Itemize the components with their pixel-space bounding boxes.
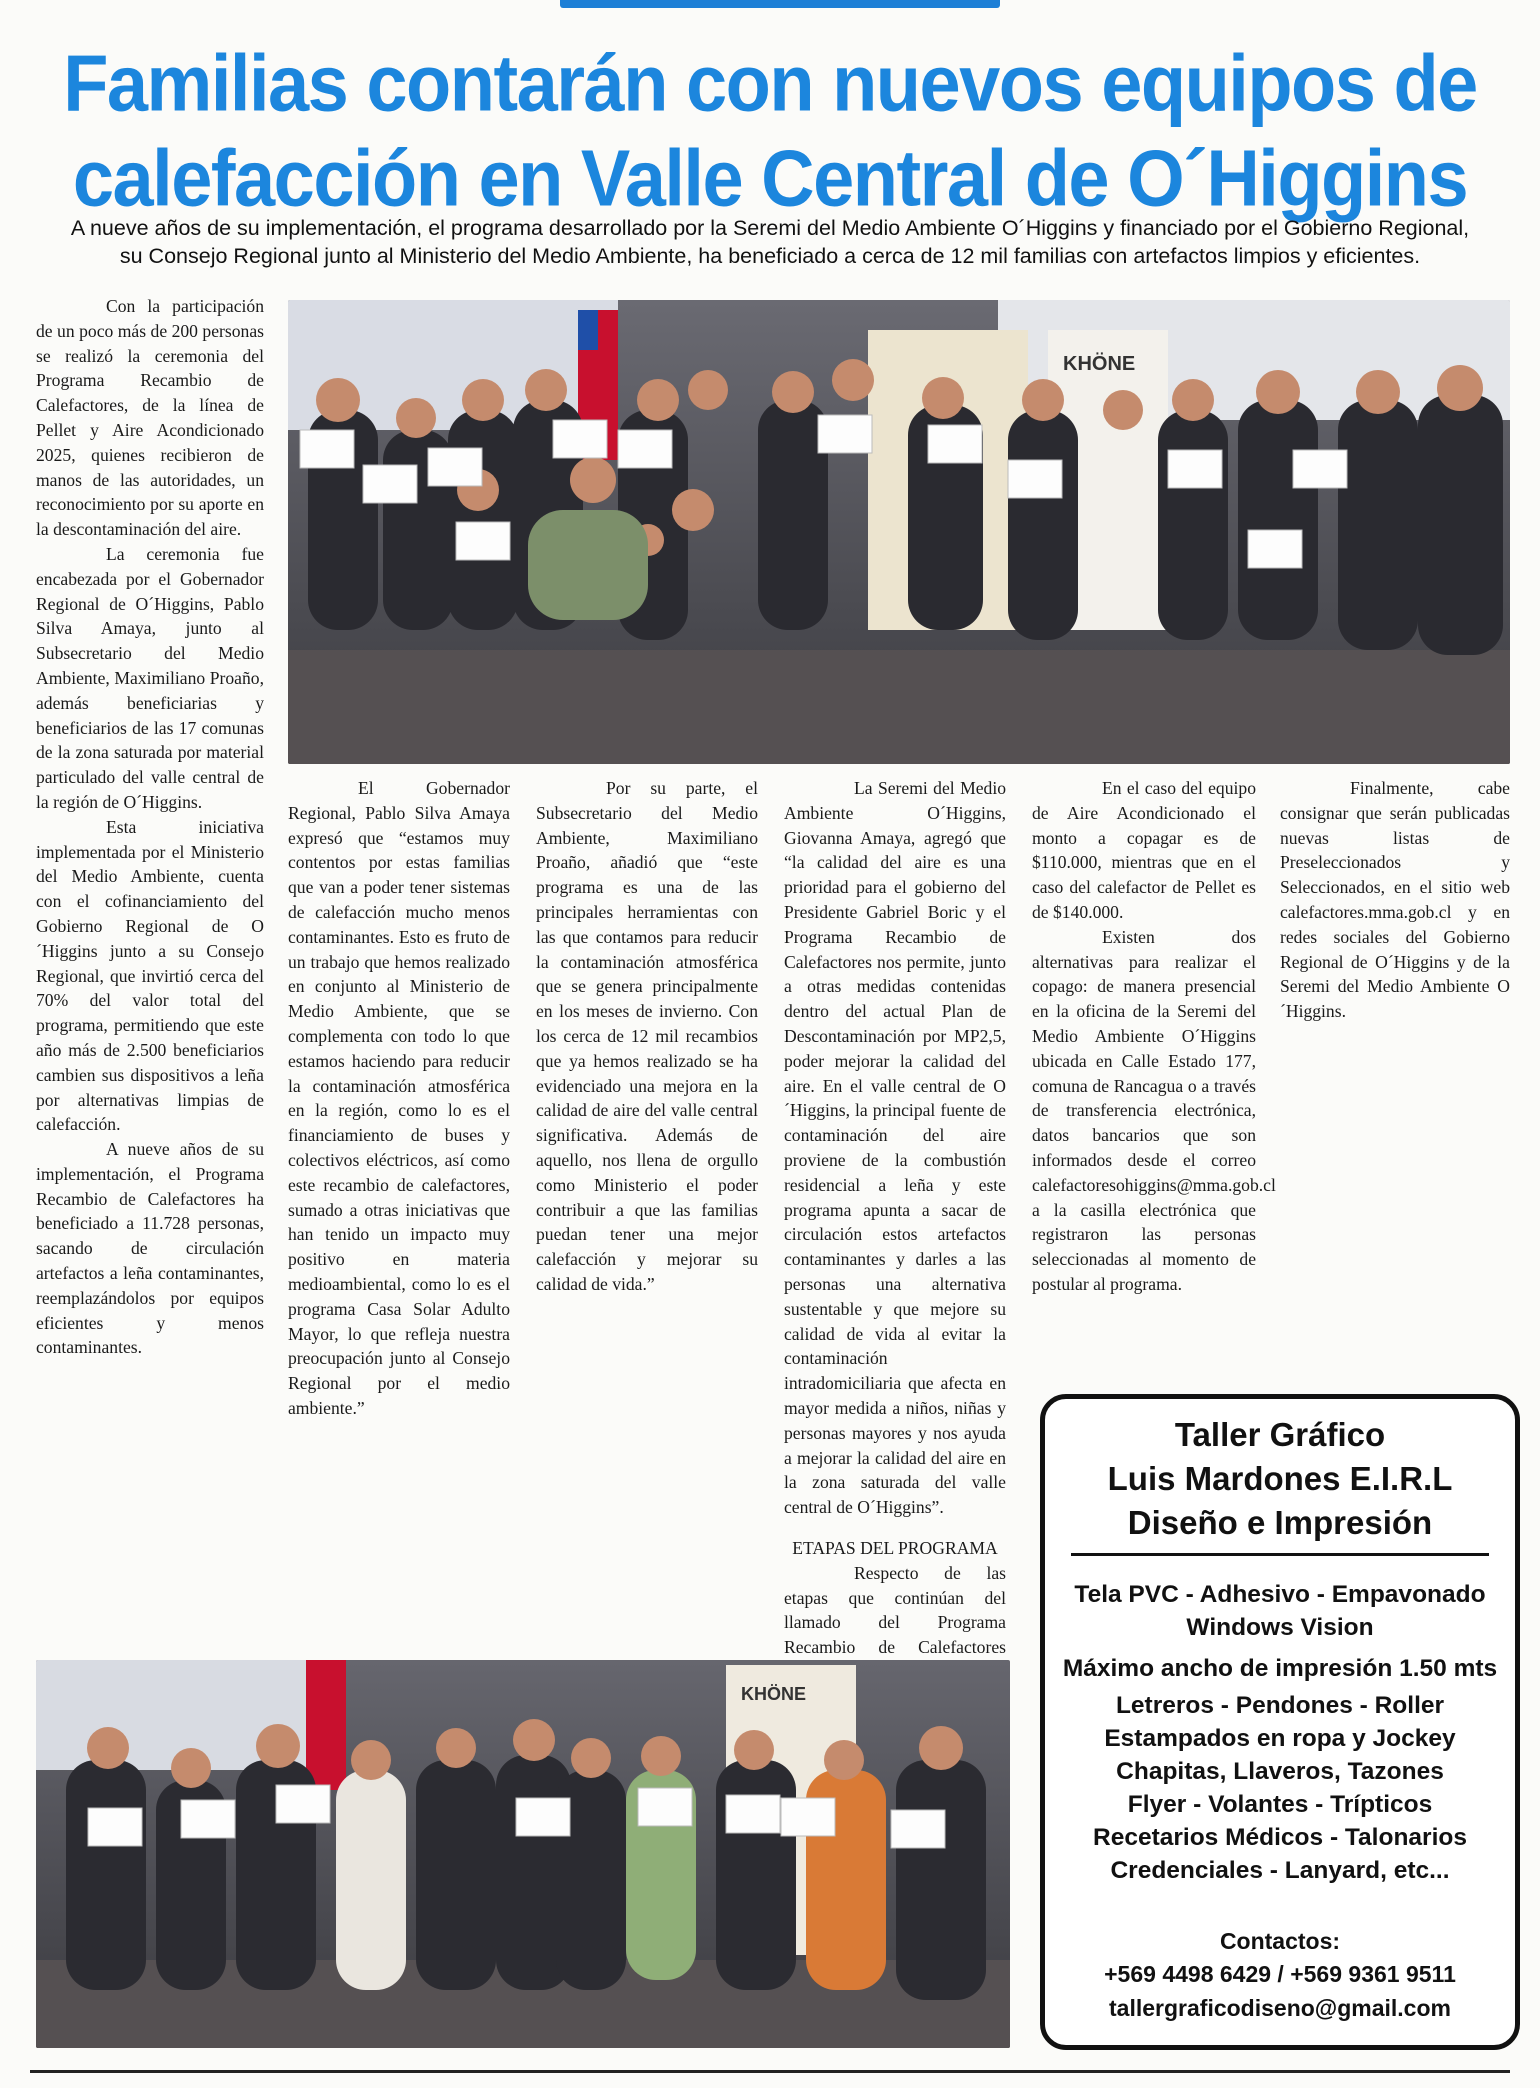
khone-banner-text-bottom: KHÖNE: [741, 1684, 807, 1704]
ad-service-line: Chapitas, Llaveros, Tazones: [1116, 1758, 1444, 1785]
article-column-2: [288, 776, 510, 1421]
paragraph-ceremony: La ceremonia fue encabezada por el Gobernador Regional de O´Higgins, Pablo Silva Amaya, junto al Subsecretario del Medio Ambiente, Maximiliano Proaño, además beneficiarias y beneficiarios de las 17 comunas de la zona saturada por material particulado del valle central de la región de O´Higgins.: [36, 543, 264, 812]
subhead-line-2: su Consejo Regional junto al Ministerio del Medio Ambiente, ha beneficiado a cerca de 12 mil familias con artefactos limpios y eficientes.: [119, 244, 1421, 268]
article-column-5: [1032, 776, 1276, 1297]
article-column-3: [536, 776, 758, 1297]
article-subhead: [60, 214, 1480, 270]
article-column-6: [1280, 776, 1510, 1024]
ad-service-line: Credenciales - Lanyard, etc...: [1110, 1857, 1450, 1884]
section-kicker-bar: [560, 0, 1000, 8]
ad-services-list: [1045, 1578, 1515, 1887]
paragraph-intro: Con la participación de un poco más de 200 personas se realizó la ceremonia del Programa Recambio de Calefactores, de la línea de Pellet y Aire Acondicionado 2025, quienes recibieron de manos de las autoridades, un reconocimiento por su aporte en la descontaminación del aire.: [36, 296, 264, 540]
paragraph-copago-amounts: En el caso del equipo de Aire Acondicionado el monto a copagar es de $110.000, mientras que en el caso del calefactor de Pellet es de $140.000.: [1032, 778, 1256, 922]
ad-service-line: Estampados en ropa y Jockey: [1104, 1725, 1456, 1752]
headline-line-2: calefacción en Valle Central de O´Higgins: [72, 133, 1468, 223]
ceremony-photo-top: [288, 300, 1510, 764]
print-shop-advertisement: [1040, 1394, 1520, 2050]
ad-title-block: [1071, 1399, 1489, 1556]
ad-service-line: Flyer - Volantes - Trípticos: [1127, 1791, 1433, 1818]
ad-title-line-2: Luis Mardones E.I.R.L: [1107, 1460, 1453, 1497]
ceremony-photo-bottom: [36, 1660, 1010, 2048]
ad-contact-heading: Contactos:: [1219, 1928, 1341, 1954]
ad-service-line: Recetarios Médicos - Talonarios: [1093, 1824, 1467, 1851]
paragraph-nine-years: A nueve años de su implementación, el Programa Recambio de Calefactores ha beneficiado a 11.728 personas, sacando de circulación artefactos a leña contaminantes, reemplazándolos por equipos eficientes y menos contaminantes.: [36, 1139, 264, 1358]
article-headline: [20, 36, 1520, 226]
ad-service-line: Letreros - Pendones - Roller: [1115, 1692, 1445, 1719]
khone-banner-text: KHÖNE: [1063, 353, 1136, 375]
paragraph-copago-options: Existen dos alternativas para realizar el copago: de manera presencial en la oficina de la Seremi del Medio Ambiente O´Higgins ubicada en Calle Estado 177, comuna de Rancagua o a través de transferencia electrónica, datos bancarios que son informados desde el correo calefactoresohiggins@mma.gob.cl a la casilla electrónica que registraron las personas seleccionadas al momento de postular al programa.: [1032, 926, 1276, 1294]
ad-title-line-1: Taller Gráfico: [1174, 1416, 1386, 1453]
paragraph-seremi-quote: La Seremi del Medio Ambiente O´Higgins, Giovanna Amaya, agregó que “la calidad del aire es una prioridad para el gobierno del Presidente Gabriel Boric y el Programa Recambio de Calefactores nos permite, junto a otras medidas contenidas dentro del actual Plan de Descontaminación por MP2,5, poder mejorar la calidad del aire. En el valle central de O´Higgins, la principal fuente de contaminación del aire proviene de la combustión residencial a leña y este programa apunta a sacar de circulación estos artefactos contaminantes y darles a las personas una alternativa sustentable y que mejore su calidad de vida al evitar la contaminación intradomiciliaria que afecta en mayor medida a niños, niñas y personas mayores y nos ayuda a mejorar la calidad del aire en la zona saturada del valle central de O´Higgins”.: [784, 778, 1006, 1518]
ad-phone-numbers: +569 4498 6429 / +569 9361 9511: [1104, 1961, 1456, 1987]
ad-service-line: Windows Vision: [1186, 1614, 1374, 1641]
paragraph-etapas: Respecto de las etapas que continúan del llamado del Programa Recambio de Calefactores: [784, 1562, 1006, 1658]
ad-service-line: Tela PVC - Adhesivo - Empavonado: [1074, 1581, 1486, 1608]
ad-title-line-3: Diseño e Impresión: [1127, 1504, 1433, 1541]
paragraph-governor-quote: El Gobernador Regional, Pablo Silva Amaya expresó que “estamos muy contentos por estas familias que van a poder tener sistemas de calefacción mucho menos contaminantes. Esto es fruto de un trabajo que hemos realizado en conjunto al Ministerio de Medio Ambiente, que se complementa con todo lo que estamos haciendo para reducir la contaminación atmosférica en la región, como lo es el financiamiento de buses y colectivos eléctricos, así como este recambio de calefactores, sumado a otras iniciativas que han tenido un impacto muy positivo en materia medioambiental, como lo es el programa Casa Solar Adulto Mayor, lo que refleja nuestra preocupación junto al Consejo Regional por el medio ambiente.”: [288, 778, 510, 1418]
headline-line-1: Familias contarán con nuevos equipos de: [63, 38, 1477, 128]
ad-email: tallergraficodiseno@gmail.com: [1109, 1995, 1451, 2021]
page-bottom-rule: [30, 2070, 1510, 2073]
article-column-1: [36, 294, 264, 1360]
subhead-line-1: A nueve años de su implementación, el programa desarrollado por la Seremi del Medio Ambiente O´Higgins y financiado por el Gobierno Regional,: [70, 216, 1470, 240]
paragraph-initiative: Esta iniciativa implementada por el Ministerio del Medio Ambiente, cuenta con el cofinanciamiento del Gobierno Regional de O´Higgins junto a su Consejo Regional, que invirtió cerca del 70% del valor total del programa, permitiendo que este año más de 2.500 beneficiarios cambien sus dispositivos a leña por alternativas limpias de calefacción.: [36, 816, 264, 1135]
paragraph-subsecretary-quote: Por su parte, el Subsecretario del Medio Ambiente, Maximiliano Proaño, añadió que “este programa es una de las principales herramientas con las que contamos para reducir la contaminación atmosférica que se genera principalmente en los meses de invierno. Con los cerca de 12 mil recambios que ya hemos realizado se ha evidenciado una mejora en la calidad de aire del valle central significativa. Además de aquello, nos llena de orgullo como Ministerio el poder contribuir a que las familias puedan tener una mejor calefacción y mejorar su calidad de vida.”: [536, 778, 758, 1294]
ad-service-line: Máximo ancho de impresión 1.50 mts: [1062, 1655, 1498, 1682]
section-heading-etapas: ETAPAS DEL PROGRAMA: [792, 1537, 998, 1558]
paragraph-finalmente: Finalmente, cabe consignar que serán publicadas nuevas listas de Preseleccionados y Seleccionados, en el sitio web calefactores.mma.gob.cl y en redes sociales del Gobierno Regional de O´Higgins y de la Seremi del Medio Ambiente O´Higgins.: [1280, 778, 1510, 1022]
